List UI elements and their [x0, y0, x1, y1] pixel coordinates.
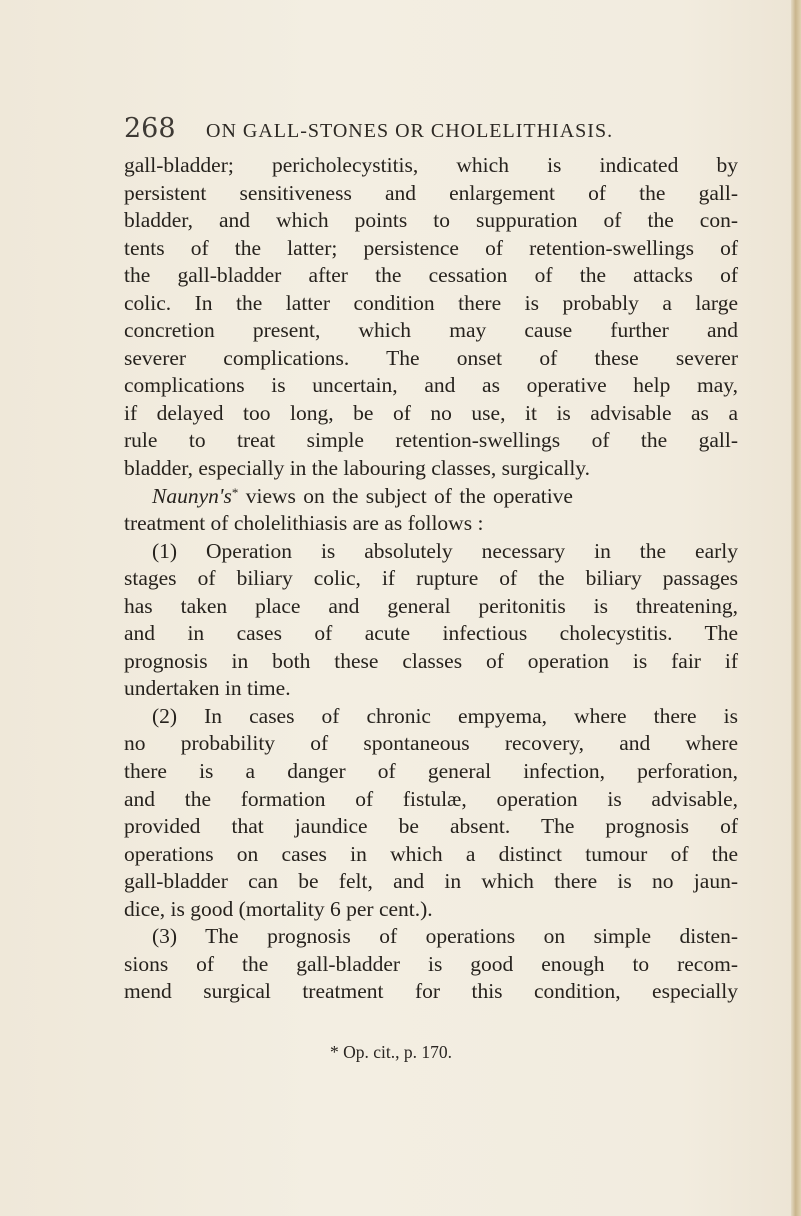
text-line: operations on cases in which a distinct tumour of the — [124, 841, 738, 866]
text-line: no probability of spontaneous recovery, and where — [124, 731, 738, 756]
text-line: (1) Operation is absolutely necessary in the early — [152, 538, 738, 563]
text-line: stages of biliary colic, if rupture of the biliary passages — [124, 566, 738, 591]
text-line: bladder, especially in the labouring classes, surgically. — [124, 456, 591, 481]
text-line: provided that jaundice be absent. The prognosis of — [124, 814, 738, 839]
text-line: (3) The prognosis of operations on simple disten- — [152, 924, 738, 949]
text-line: sions of the gall-bladder is good enough to recom- — [124, 951, 738, 976]
text-line: persistent sensitiveness and enlargement of the gall- — [124, 180, 738, 205]
text-line: the gall-bladder after the cessation of the attacks of — [124, 263, 738, 288]
text-line: (2) In cases of chronic empyema, where there is — [152, 703, 738, 728]
body-text — [124, 152, 738, 1006]
running-head: ON GALL-STONES OR CHOLELITHIASIS. — [206, 120, 614, 142]
text-line: colic. In the latter condition there is probably a large — [124, 290, 738, 315]
text-line: views on the subject of the operative — [245, 483, 573, 508]
page-edge — [791, 0, 801, 1216]
footnote: * Op. cit., p. 170. — [330, 1042, 453, 1062]
text-line: gall-bladder can be felt, and in which there is no jaun- — [124, 869, 738, 894]
page-number: 268 — [124, 113, 176, 144]
footnote-marker: * — [231, 484, 239, 500]
text-line: and the formation of fistulæ, operation is advisable, — [124, 786, 738, 811]
text-line: mend surgical treatment for this condition, especially — [124, 979, 738, 1004]
text-line: has taken place and general peritonitis is threatening, — [124, 593, 738, 618]
text-line: treatment of cholelithiasis are as follows : — [124, 511, 484, 536]
text-line: if delayed too long, be of no use, it is advisable as a — [124, 400, 738, 425]
text-line: rule to treat simple retention-swellings of the gall- — [124, 428, 738, 453]
text-line: bladder, and which points to suppuration of the con- — [124, 208, 738, 233]
text-line: and in cases of acute infectious cholecystitis. The — [124, 621, 738, 646]
page-header — [0, 112, 801, 146]
text-line: severer complications. The onset of these severer — [124, 345, 738, 370]
author-name: Naunyn's — [152, 483, 232, 508]
text-line: concretion present, which may cause further and — [124, 318, 738, 343]
text-line: tents of the latter; persistence of retention-swellings of — [124, 235, 738, 260]
text-line: gall-bladder; pericholecystitis, which is indicated by — [124, 153, 738, 177]
text-line: dice, is good (mortality 6 per cent.). — [124, 896, 433, 921]
text-line: there is a danger of general infection, perforation, — [124, 759, 738, 784]
text-line: complications is uncertain, and as operative help may, — [124, 373, 738, 398]
text-line: prognosis in both these classes of operation is fair if — [124, 648, 738, 673]
naunyn-line — [124, 483, 738, 511]
text-line: undertaken in time. — [124, 676, 291, 701]
